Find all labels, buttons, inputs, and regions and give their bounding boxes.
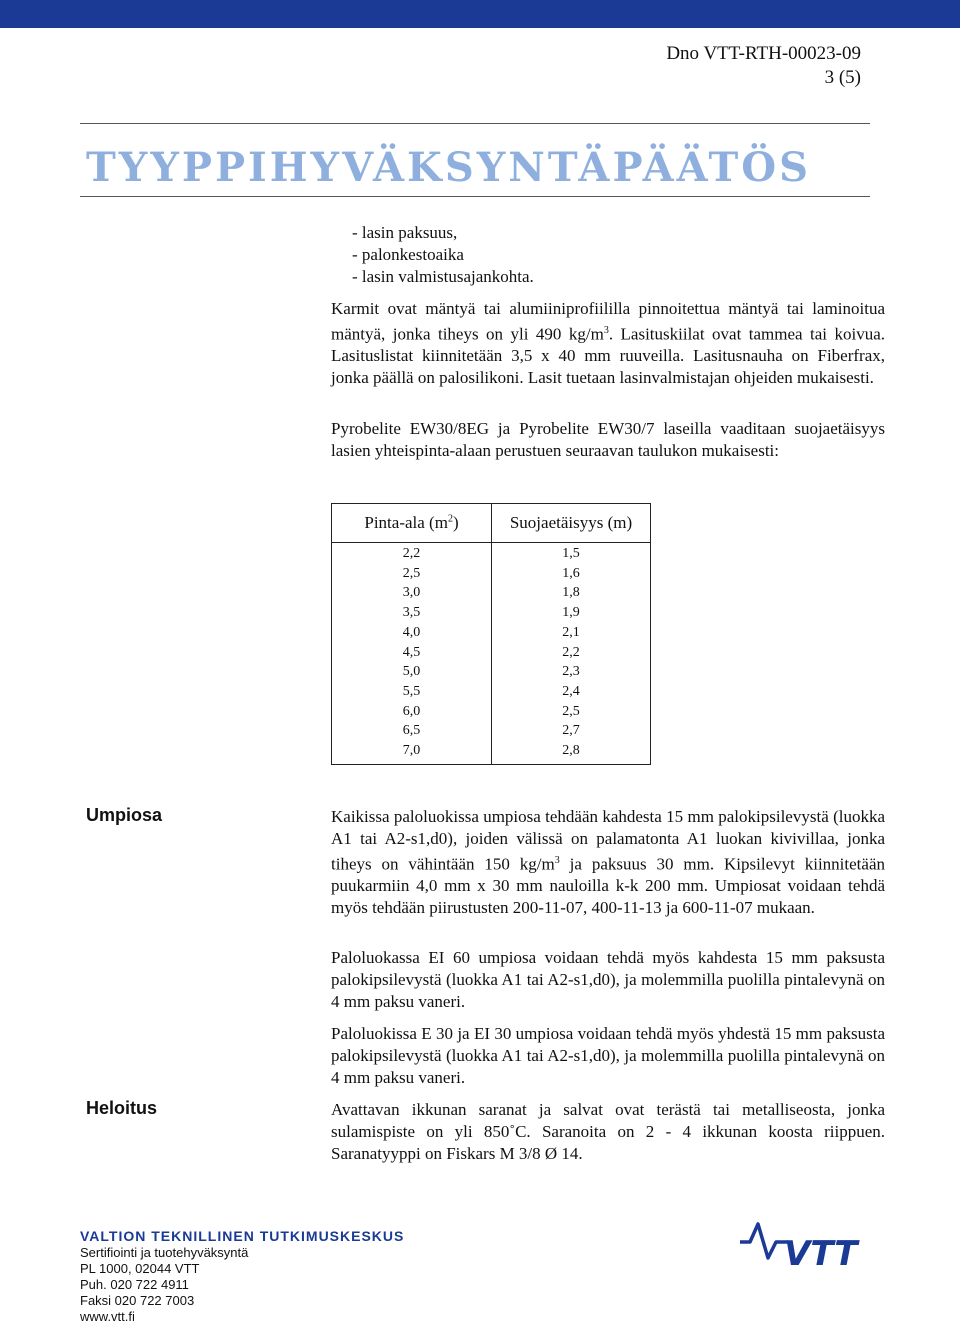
table-cell: 2,3	[562, 664, 580, 680]
table-cell: 2,4	[562, 683, 580, 699]
table-cell: 6,5	[402, 723, 421, 739]
section-label-umpiosa: Umpiosa	[86, 805, 163, 825]
table-cell: 4,5	[402, 644, 421, 660]
distance-values-cell	[492, 543, 651, 765]
table-cell: 1,5	[562, 546, 580, 561]
section-label-heloitus: Heloitus	[86, 1098, 158, 1118]
area-values-cell	[332, 543, 492, 765]
column-header-area: Pinta-ala $(m^2)$	[332, 504, 492, 543]
header-rule-top	[80, 123, 870, 124]
table-cell: 2,5	[562, 703, 580, 719]
paragraph-frames: Karmit ovat mäntyä tai alumiiniprofiililla pinnoitettua mäntyä tai laminoitua mäntyä, jonka tiheys on yli 490 $kg/m^3$. Lasituskiilat ovat tammea tai koivua. Lasituslistat kiinnitetään 3,5 x 40 mm ruuveilla. Lasitusnauha on Fiberfrax, jonka päällä on palosilikoni. Lasit tuetaan lasinvalmistajan ohjeiden mukaisesti.	[331, 299, 885, 388]
list-item: - palonkestoaika	[352, 245, 464, 264]
table-cell: 1,8	[562, 585, 580, 601]
document-reference	[666, 42, 861, 90]
vtt-logo	[738, 1218, 878, 1274]
column-header-distance: Suojaetäisyys (m)	[492, 504, 651, 543]
safety-distance-table	[331, 503, 651, 765]
paragraph-umpiosa-1: Kaikissa paloluokissa umpiosa tehdään kahdesta 15 mm palokipsilevystä (luokka A1 tai A2-s1,d0), joiden välissä on palamatonta A1 luokan kivivillaa, jonka tiheys on vähintään 150 $kg/m^3$ ja paksuus 30 mm. Kipsilevyt kiinnitetään puukarmiin 4,0 mm x 30 mm nauloilla k-k 200 mm. Umpiosat voidaan tehdä myös tehdään piirustusten 200-11-07, 400-11-13 ja 600-11-07 mukaan.	[331, 807, 885, 917]
table-cell: 1,9	[562, 605, 580, 621]
table-cell: 2,2	[562, 644, 580, 660]
footer-fax: Faksi 020 722 7003	[80, 1293, 195, 1308]
document-type-banner: TYYPPIHYVÄKSYNTÄPÄÄTÖS	[86, 144, 811, 191]
header-rule-bottom	[80, 196, 870, 197]
table-cell: 4,0	[402, 624, 421, 640]
table-cell: 5,5	[402, 683, 421, 699]
pulse-line-icon	[740, 1224, 788, 1258]
table-cell: 6,0	[402, 703, 421, 719]
glass-marking-list	[352, 222, 534, 288]
page-number: 3 (5)	[824, 67, 861, 88]
list-item: - lasin paksuus,	[352, 223, 458, 242]
table-cell: 2,2	[402, 546, 421, 561]
footer-contact	[80, 1228, 404, 1325]
table-cell: 2,5	[402, 565, 421, 581]
table-cell: 5,0	[402, 664, 421, 680]
table-cell: 3,5	[402, 605, 421, 621]
table-cell: 7,0	[402, 743, 421, 759]
paragraph-umpiosa-3: Paloluokissa E 30 ja EI 30 umpiosa voidaan tehdä myös yhdestä 15 mm paksusta palokipsilevystä (luokka A1 tai A2-s1,d0), ja molemmilla puolilla pintalevynä on 4 mm paksu vaneri.	[331, 1024, 885, 1087]
list-item: - lasin valmistusajankohta.	[352, 267, 534, 286]
table-cell: 2,1	[562, 624, 580, 640]
footer-address: PL 1000, 02044 VTT	[80, 1261, 200, 1276]
paragraph-umpiosa-2: Paloluokassa EI 60 umpiosa voidaan tehdä myös kahdesta 15 mm paksusta palokipsilevystä (luokka A1 tai A2-s1,d0), ja molemmilla puolilla pintalevynä on 4 mm paksu vaneri.	[331, 948, 885, 1011]
table-cell: 2,7	[562, 723, 580, 739]
footer-unit: Sertifiointi ja tuotehyväksyntä	[80, 1245, 249, 1260]
footer-organization: VALTION TEKNILLINEN TUTKIMUSKESKUS	[80, 1228, 405, 1244]
logo-text: VTT	[784, 1234, 858, 1274]
table-cell: 1,6	[562, 565, 580, 581]
table-row	[332, 543, 651, 765]
paragraph-heloitus: Avattavan ikkunan saranat ja salvat ovat terästä tai metalliseosta, jonka sulamispiste on yli 850˚C. Saranoita on 2 - 4 ikkunan koosta riippuen. Saranatyyppi on Fiskars M 3/8 Ø 14.	[331, 1100, 885, 1163]
footer-website: www.vtt.fi	[80, 1309, 135, 1324]
document-number: Dno VTT-RTH-00023-09	[666, 43, 861, 64]
table-cell: 3,0	[402, 585, 421, 601]
table-header-row	[332, 504, 651, 543]
top-color-bar	[0, 0, 960, 28]
footer-phone: Puh. 020 722 4911	[80, 1277, 189, 1292]
paragraph-table-intro: Pyrobelite EW30/8EG ja Pyrobelite EW30/7 laseilla vaaditaan suojaetäisyys lasien yhteispinta-alaan perustuen seuraavan taulukon mukaisesti:	[331, 419, 885, 460]
table-cell: 2,8	[562, 743, 580, 759]
